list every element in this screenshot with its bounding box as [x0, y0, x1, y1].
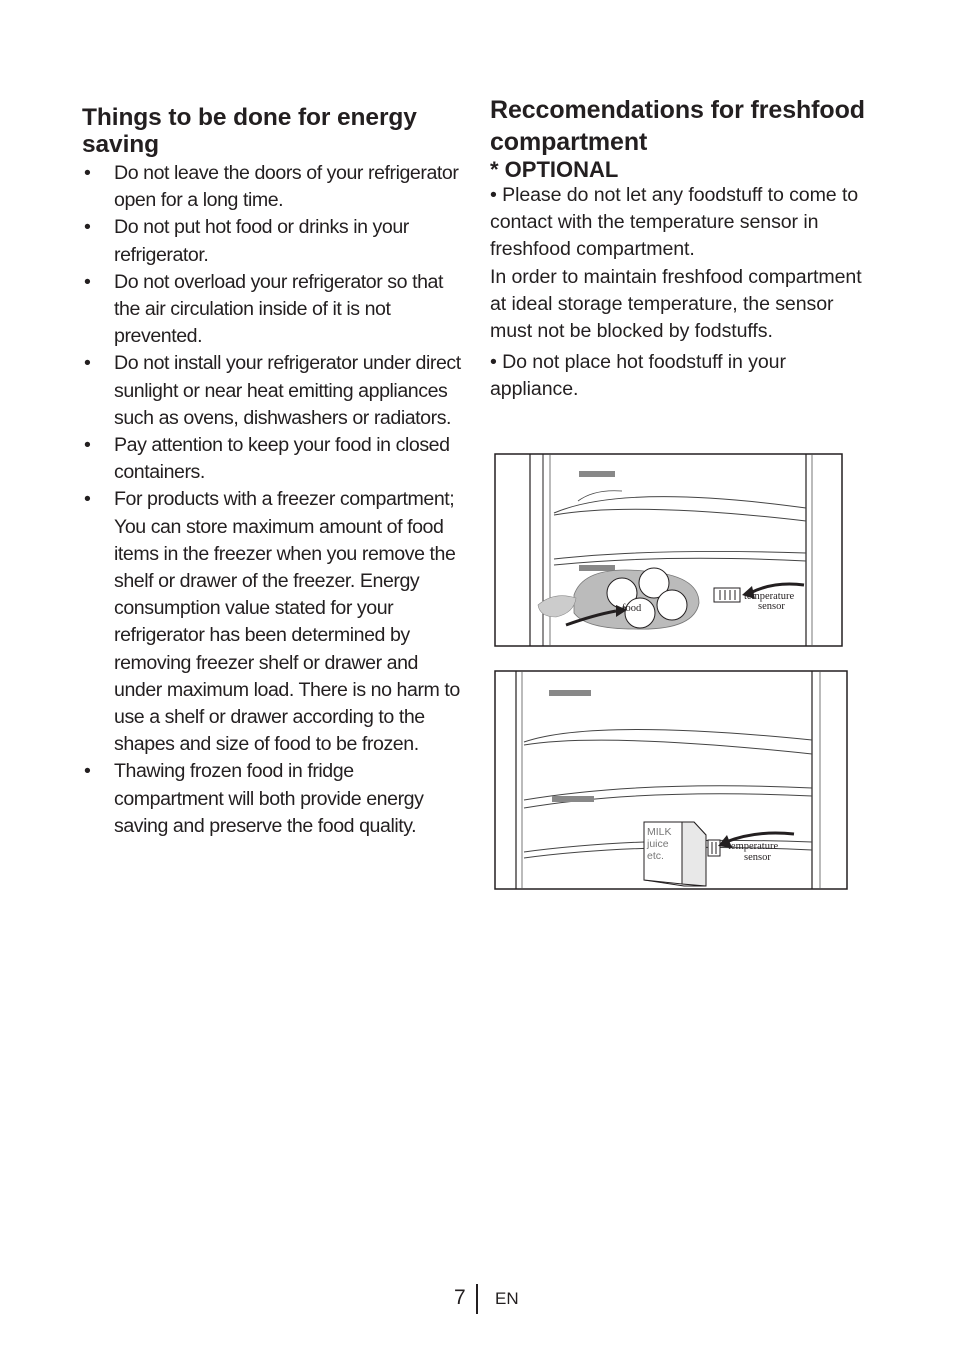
carton-text-line3: etc.: [647, 850, 664, 862]
bullet-icon: •: [84, 162, 91, 184]
list-item: • Do not put hot food or drinks in your refrigerator.: [84, 216, 409, 266]
temperature-sensor-icon: [708, 840, 720, 856]
list-item: • Thawing frozen food in fridge compartment will both provide energy saving and preserve the food quality.: [84, 760, 424, 837]
page-footer: [0, 1284, 954, 1314]
footer-divider: [476, 1284, 478, 1314]
sensor-label-line2: sensor: [744, 852, 771, 863]
sensor-label-line1: temperature: [744, 591, 795, 602]
food-label: food: [622, 603, 642, 614]
sensor-label-line2: sensor: [758, 601, 785, 612]
energy-saving-section: [82, 104, 468, 840]
paragraph: • Do not place hot foodstuff in your appliance.: [490, 351, 786, 401]
carton-text-line2: juice: [647, 838, 669, 850]
sensor-label-line1: temperature: [728, 841, 779, 852]
bullet-icon: •: [84, 270, 91, 293]
freshfood-title: Reccomendations for freshfood compartment: [490, 96, 865, 156]
freshfood-section: [490, 94, 870, 404]
bullet-icon: •: [84, 216, 91, 239]
fridge-illustration-carton: [494, 670, 849, 891]
paragraph: • Please do not let any foodstuff to come to contact with the temperature sensor in freshfood compartment. In order to maintain freshfood compartment at ideal storage temperature, the sensor must not be blocked by fodstuffs.: [490, 184, 862, 343]
temperature-sensor-icon: [714, 588, 740, 602]
bullet-icon: •: [84, 434, 91, 457]
energy-saving-title: Things to be done for energy saving: [82, 104, 417, 158]
carton-text-line1: MILK: [647, 826, 672, 838]
optional-label: * OPTIONAL: [490, 157, 619, 182]
page-number: 7: [454, 1286, 466, 1309]
list-item: • Pay attention to keep your food in closed containers.: [84, 434, 450, 484]
list-item: • Do not overload your refrigerator so that the air circulation inside of it is not prevented.: [84, 270, 443, 348]
bullet-icon: •: [84, 488, 91, 511]
list-item: • Do not leave the doors of your refrigerator open for a long time.: [84, 162, 459, 212]
fridge-illustration-food: [494, 453, 844, 648]
bullet-icon: •: [84, 352, 91, 375]
energy-saving-list: [82, 160, 468, 840]
list-item: • For products with a freezer compartment; You can store maximum amount of food items in the freezer when you remove the shelf or drawer of the freezer. Energy consumption value stated for your refrigerator has been determined by removing freezer shelf or drawer and under maximum load. There is no harm to use a shelf or drawer according to the shapes and size of food to be frozen.: [84, 488, 460, 756]
list-item: • Do not install your refrigerator under direct sunlight or near heat emitting appliances such as ovens, dishwashers or radiators.: [84, 352, 461, 429]
language-code: EN: [495, 1289, 519, 1308]
bullet-icon: •: [84, 760, 91, 783]
